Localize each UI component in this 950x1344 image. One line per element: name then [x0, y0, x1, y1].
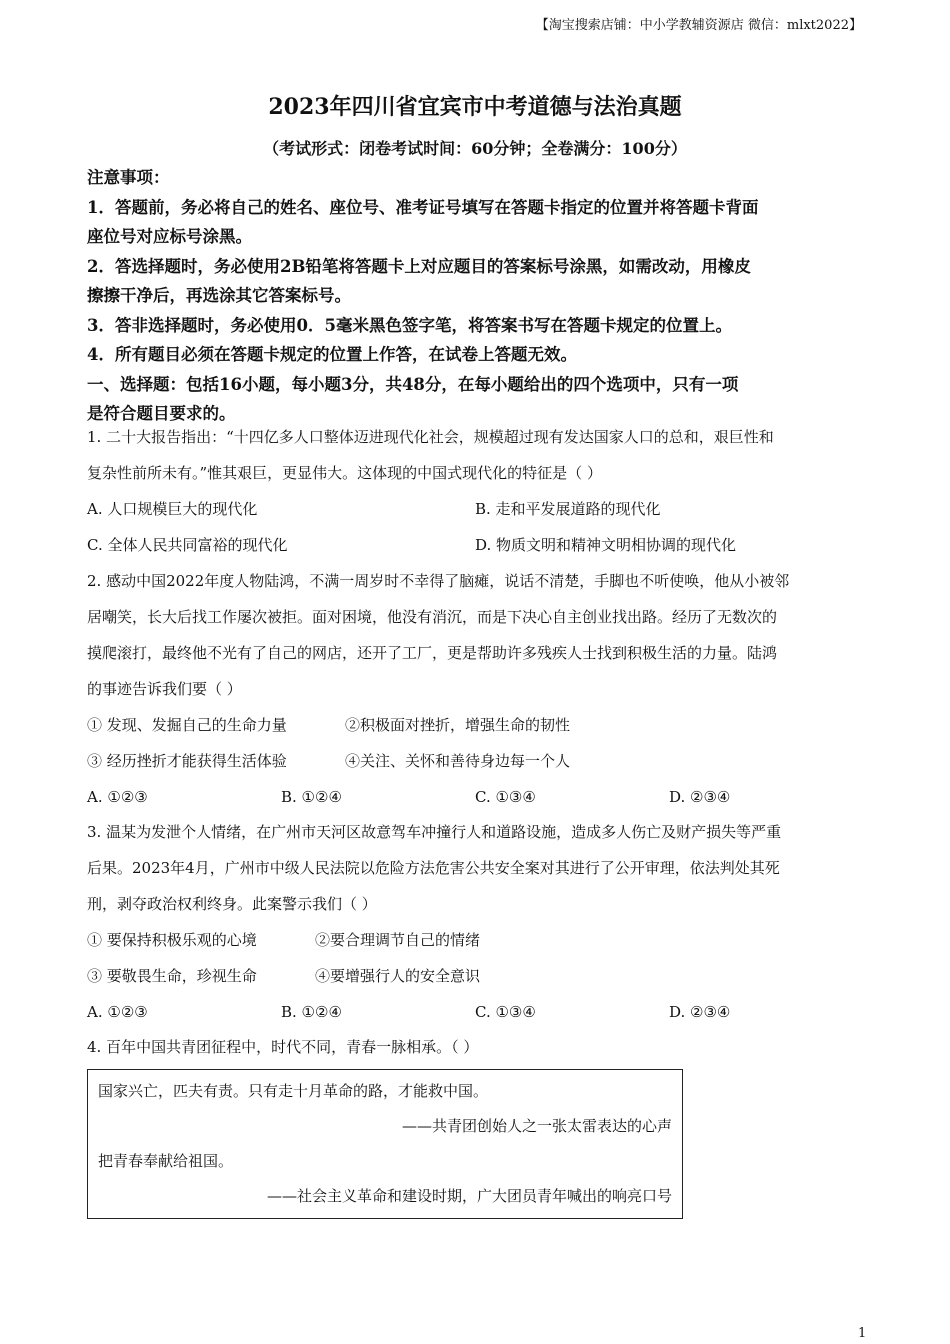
quote-1: 国家兴亡，匹夫有责。只有走十月革命的路，才能救中国。	[98, 1082, 489, 1100]
question-3	[87, 814, 867, 1030]
header-shop-note: 【淘宝搜索店铺：中小学教辅资源店 微信：mlxt2022】	[535, 18, 862, 33]
option-b: B. ①②④	[281, 788, 342, 806]
question-4	[87, 1029, 867, 1065]
statement-2: ②要合理调节自己的情绪	[315, 931, 481, 949]
question-text: 2. 感动中国2022年度人物陆鸿，不满一周岁时不幸得了脑瘫，说话不清楚，手脚也不听使唤，他从小被邻	[87, 572, 790, 590]
statement-row	[87, 707, 867, 743]
question-text: 1. 二十大报告指出：“十四亿多人口整体迈进现代化社会，规模超过现有发达国家人口的总和，艰巨性和	[87, 428, 774, 446]
question-text: 复杂性前所未有。”惟其艰巨，更显伟大。这体现的中国式现代化的特征是（ ）	[87, 464, 602, 482]
statement-row	[87, 958, 867, 994]
question-text: 居嘲笑，长大后找工作屡次被拒。面对困境，他没有消沉，而是下决心自主创业找出路。经历了无数次的	[87, 608, 778, 626]
statement-1: ① 发现、发掘自己的生命力量	[87, 716, 287, 734]
statement-row	[87, 922, 867, 958]
question-text: 3. 温某为发泄个人情绪，在广州市天河区故意驾车冲撞行人和道路设施，造成多人伤亡及财产损失等严重	[87, 823, 782, 841]
section-heading-cont: 是符合题目要求的。	[87, 404, 236, 423]
option-c: C. ①③④	[475, 788, 536, 806]
question-1	[87, 419, 867, 563]
notes-line: 擦擦干净后，再选涂其它答案标号。	[87, 286, 351, 305]
notes-line: 1．答题前，务必将自己的姓名、座位号、准考证号填写在答题卡指定的位置并将答题卡背面	[87, 197, 759, 217]
statement-2: ②积极面对挫折，增强生命的韧性	[345, 716, 571, 734]
statement-row	[87, 743, 867, 779]
exam-notes	[87, 163, 867, 429]
option-row	[87, 994, 867, 1030]
exam-info-subtitle: （考试形式：闭卷考试时间：60分钟；全卷满分：100分）	[263, 139, 687, 158]
quote-2: 把青春奉献给祖国。	[98, 1152, 234, 1170]
question-2	[87, 563, 867, 815]
option-b: B. ①②④	[281, 1003, 342, 1021]
notes-line: 3．答非选择题时，务必使用0．5毫米黑色签字笔，将答案书写在答题卡规定的位置上。	[87, 315, 732, 335]
question-text: 4. 百年中国共青团征程中，时代不同，青春一脉相承。（ ）	[87, 1038, 479, 1056]
notes-heading: 注意事项：	[87, 168, 170, 187]
option-d: D. 物质文明和精神文明相协调的现代化	[475, 536, 737, 554]
question-text: 摸爬滚打，最终他不光有了自己的网店，还开了工厂，更是帮助许多残疾人士找到积极生活的力量。陆鸿	[87, 644, 778, 662]
notes-line: 座位号对应标号涂黑。	[87, 227, 252, 246]
question-text: 的事迹告诉我们要（ ）	[87, 680, 242, 698]
notes-line: 4．所有题目必须在答题卡规定的位置上作答，在试卷上答题无效。	[87, 345, 577, 364]
option-row	[87, 527, 867, 563]
statement-4: ④关注、关怀和善待身边每一个人	[345, 752, 571, 770]
question-text: 刑，剥夺政治权利终身。此案警示我们（ ）	[87, 895, 377, 913]
statement-1: ① 要保持积极乐观的心境	[87, 931, 257, 949]
option-row	[87, 779, 867, 815]
option-a: A. ①②③	[87, 788, 148, 806]
notes-line: 2．答选择题时，务必使用2B铅笔将答题卡上对应题目的答案标号涂黑，如需改动，用橡皮	[87, 256, 751, 276]
option-c: C. 全体人民共同富裕的现代化	[87, 536, 288, 554]
option-d: D. ②③④	[669, 788, 731, 806]
quote-1-source: ——共青团创始人之一张太雷表达的心声	[401, 1117, 672, 1135]
option-row	[87, 491, 867, 527]
option-a: A. 人口规模巨大的现代化	[87, 500, 258, 518]
section-heading: 一、选择题：包括16小题，每小题3分，共48分，在每小题给出的四个选项中，只有一项	[87, 374, 739, 394]
option-d: D. ②③④	[669, 1003, 731, 1021]
page-title: 2023年四川省宜宾市中考道德与法治真题	[268, 94, 682, 120]
option-a: A. ①②③	[87, 1003, 148, 1021]
statement-3: ③ 要敬畏生命，珍视生命	[87, 967, 257, 985]
page-number: 1	[858, 1326, 867, 1341]
option-c: C. ①③④	[475, 1003, 536, 1021]
question-text: 后果。2023年4月，广州市中级人民法院以危险方法危害公共安全案对其进行了公开审理，依法判处其死	[87, 859, 780, 877]
statement-3: ③ 经历挫折才能获得生活体验	[87, 752, 287, 770]
quote-2-source: ——社会主义革命和建设时期，广大团员青年喊出的响亮口号	[266, 1187, 672, 1205]
option-b: B. 走和平发展道路的现代化	[475, 500, 661, 518]
quote-box	[87, 1069, 683, 1219]
statement-4: ④要增强行人的安全意识	[315, 967, 481, 985]
